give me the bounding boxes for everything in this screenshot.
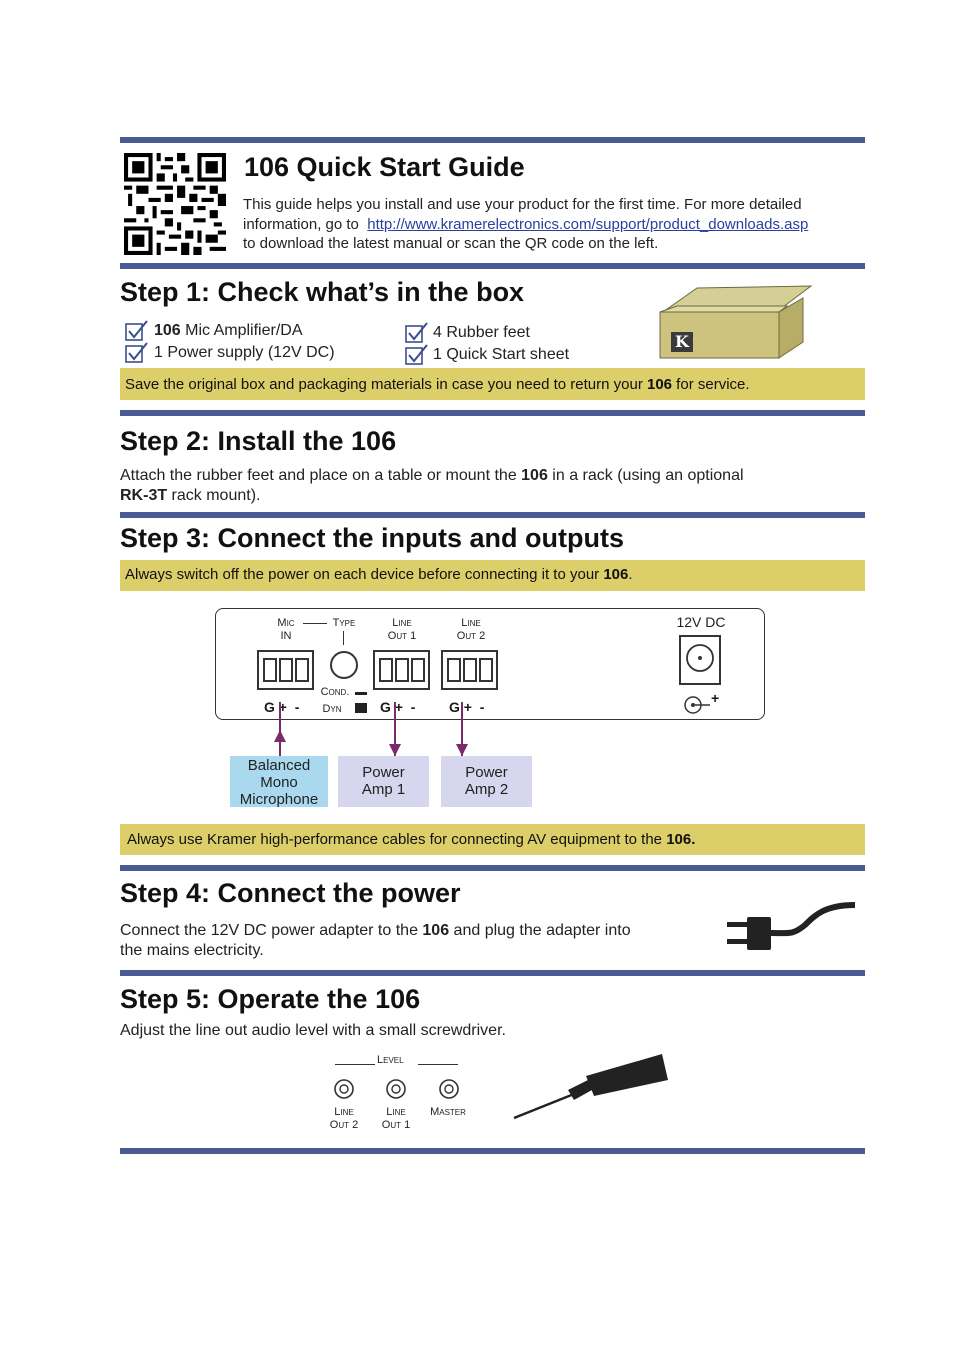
connection-wires bbox=[270, 700, 480, 758]
power-label: 12V DC bbox=[676, 614, 726, 630]
step1-title: Step 1: Check what’s in the box bbox=[120, 277, 525, 307]
mic-in-label: Mic IN bbox=[277, 617, 295, 642]
step5-text: Adjust the line out audio level with a small screwdriver. bbox=[120, 1022, 506, 1039]
device-microphone: Balanced Mono Microphone bbox=[230, 756, 328, 807]
step1-rule bbox=[120, 410, 865, 416]
level-knob-line-out-2[interactable] bbox=[333, 1078, 355, 1100]
level-line-left bbox=[335, 1064, 375, 1065]
step4-title: Step 4: Connect the power bbox=[120, 878, 461, 908]
checkbox-icon bbox=[405, 322, 429, 344]
level-knob-master[interactable] bbox=[438, 1078, 460, 1100]
type-switch-knob[interactable] bbox=[329, 650, 359, 680]
line-out-1-label: Line Out 1 bbox=[387, 617, 417, 642]
device-power-amp-1: Power Amp 1 bbox=[338, 756, 429, 807]
step3-note: Always switch off the power on each device before connecting it to your 106. bbox=[120, 560, 865, 591]
header-rule bbox=[120, 263, 865, 269]
qr-code-icon[interactable] bbox=[124, 153, 226, 255]
box-item-quick-start: 1 Quick Start sheet bbox=[433, 346, 570, 363]
level-line-right bbox=[418, 1064, 458, 1065]
checkbox-icon bbox=[125, 320, 149, 342]
bottom-rule bbox=[120, 1148, 865, 1154]
out1-terminal-polarity: G + - bbox=[380, 699, 416, 715]
mic-type-connector-line bbox=[303, 623, 327, 624]
cond-indicator bbox=[355, 692, 367, 695]
checkbox-icon bbox=[405, 344, 429, 366]
screwdriver-icon bbox=[512, 1050, 672, 1122]
line-out-1-terminal[interactable] bbox=[373, 650, 430, 690]
step1-note: Save the original box and packaging materials in case you need to return your 106 for service. bbox=[120, 368, 865, 400]
mic-in-terminal[interactable] bbox=[257, 650, 314, 690]
intro-line-2-prefix: information, go to bbox=[243, 215, 359, 233]
box-icon bbox=[657, 284, 817, 360]
step3-rule bbox=[120, 865, 865, 871]
step3-title: Step 3: Connect the inputs and outputs bbox=[120, 523, 624, 553]
downloads-link[interactable]: http://www.kramerelectronics.com/support/product_downloads.asp bbox=[367, 215, 809, 233]
step4-rule bbox=[120, 970, 865, 976]
intro-line-1: This guide helps you install and use your product for the first time. For more detailed bbox=[243, 196, 802, 213]
intro-line-3: to download the latest manual or scan the QR code on the left. bbox=[243, 235, 659, 252]
line-out-2-label: Line Out 2 bbox=[456, 617, 486, 642]
device-power-amp-2: Power Amp 2 bbox=[441, 756, 532, 807]
power-plug-icon bbox=[727, 899, 857, 959]
dyn-label: Dyn bbox=[322, 703, 342, 715]
step5-title: Step 5: Operate the 106 bbox=[120, 984, 421, 1014]
line-out-2-terminal[interactable] bbox=[441, 650, 498, 690]
top-rule bbox=[120, 137, 865, 143]
box-item-power-supply: 1 Power supply (12V DC) bbox=[154, 344, 335, 361]
intro-line-2 bbox=[243, 215, 863, 235]
box-item-rubber-feet: 4 Rubber feet bbox=[433, 324, 530, 341]
knob-label-line-out-2: Line Out 2 bbox=[329, 1106, 359, 1131]
type-label: Type bbox=[332, 617, 356, 629]
type-tick bbox=[343, 631, 344, 645]
level-knob-line-out-1[interactable] bbox=[385, 1078, 407, 1100]
out2-terminal-polarity: G + - bbox=[449, 699, 485, 715]
power-polarity-plus: + bbox=[711, 690, 720, 706]
step2-title: Step 2: Install the 106 bbox=[120, 426, 397, 456]
checkbox-icon bbox=[125, 342, 149, 364]
cables-note: Always use Kramer high-performance cables for connecting AV equipment to the 106. bbox=[120, 824, 865, 855]
svg-text:K: K bbox=[675, 332, 689, 351]
step2-text: Attach the rubber feet and place on a table or mount the 106 in a rack (using an optional RK-3T rack mount). bbox=[120, 467, 744, 504]
box-item-amplifier: 106 Mic Amplifier/DA bbox=[154, 322, 303, 339]
page-title: 106 Quick Start Guide bbox=[244, 152, 525, 182]
cond-label: Cond. bbox=[320, 686, 350, 698]
intro-text bbox=[243, 195, 863, 254]
level-label: Level bbox=[377, 1054, 404, 1066]
step4-text: Connect the 12V DC power adapter to the 106 and plug the adapter into the mains electricity. bbox=[120, 922, 631, 959]
knob-label-master: Master bbox=[430, 1106, 466, 1118]
knob-label-line-out-1: Line Out 1 bbox=[381, 1106, 411, 1131]
step2-rule bbox=[120, 512, 865, 518]
mic-terminal-polarity: G + - bbox=[264, 699, 300, 715]
